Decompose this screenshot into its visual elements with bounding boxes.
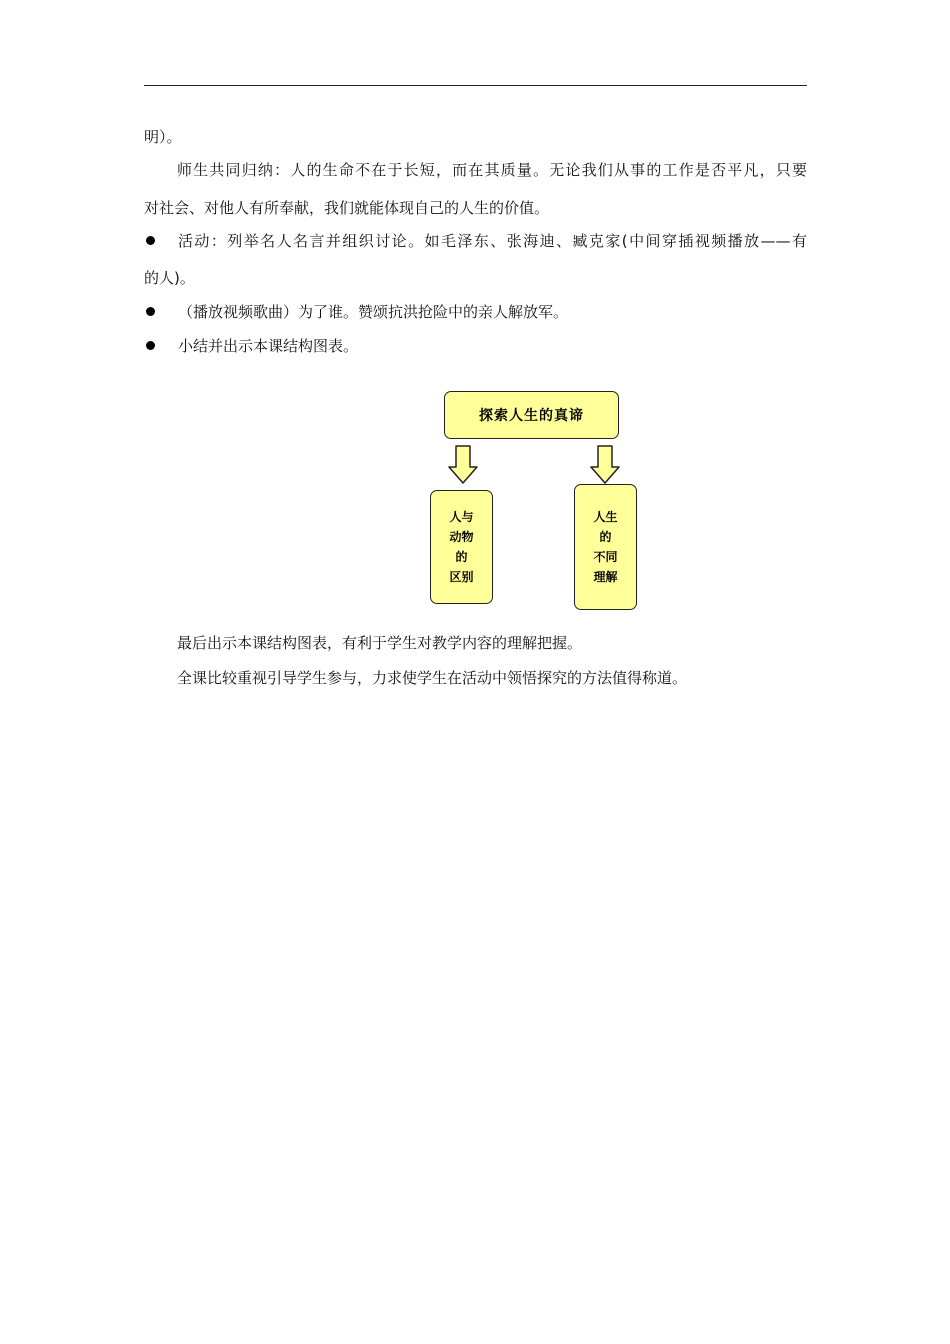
header-rule (144, 85, 807, 86)
paragraph-line: 最后出示本课结构图表，有利于学生对教学内容的理解把握。 (177, 634, 583, 652)
paragraph-line: 对社会、对他人有所奉献，我们就能体现自己的人生的价值。 (144, 199, 550, 217)
diagram-right-box-line: 人生 (593, 510, 618, 524)
down-arrow-icon (448, 445, 478, 485)
bullet-item-continuation: 的人)。 (144, 269, 195, 287)
diagram-left-box-line: 人与 (449, 510, 474, 524)
diagram-right-box-line: 不同 (593, 550, 618, 564)
bullet-item-text: 小结并出示本课结构图表。 (178, 337, 359, 355)
bullet-dot (146, 341, 155, 350)
diagram-right-box-line: 理解 (593, 570, 618, 584)
diagram-left-box-line: 动物 (449, 530, 474, 544)
bullet-item-text: （播放视频歌曲）为了谁。赞颂抗洪抢险中的亲人解放军。 (178, 303, 569, 321)
diagram-top-box (444, 391, 619, 439)
diagram-right-box-line: 的 (599, 530, 612, 544)
paragraph-line: 师生共同归纳：人的生命不在于长短，而在其质量。无论我们从事的工作是否平凡，只要 (177, 161, 807, 179)
diagram-left-box-line: 的 (455, 550, 468, 564)
paragraph-line: 全课比较重视引导学生参与，力求使学生在活动中领悟探究的方法值得称道。 (177, 669, 688, 687)
bullet-dot (146, 236, 155, 245)
diagram-left-box (430, 490, 493, 604)
diagram-left-box-line: 区别 (449, 570, 474, 584)
diagram-right-box (574, 484, 637, 610)
text-line: 明）。 (144, 128, 182, 146)
down-arrow-icon (590, 445, 620, 485)
diagram-top-box-label: 探索人生的真谛 (479, 408, 584, 424)
bullet-dot (146, 307, 155, 316)
lesson-structure-diagram (420, 385, 650, 615)
bullet-item-text: 活动：列举名人名言并组织讨论。如毛泽东、张海迪、臧克家(中间穿插视频播放——有 (178, 232, 807, 250)
